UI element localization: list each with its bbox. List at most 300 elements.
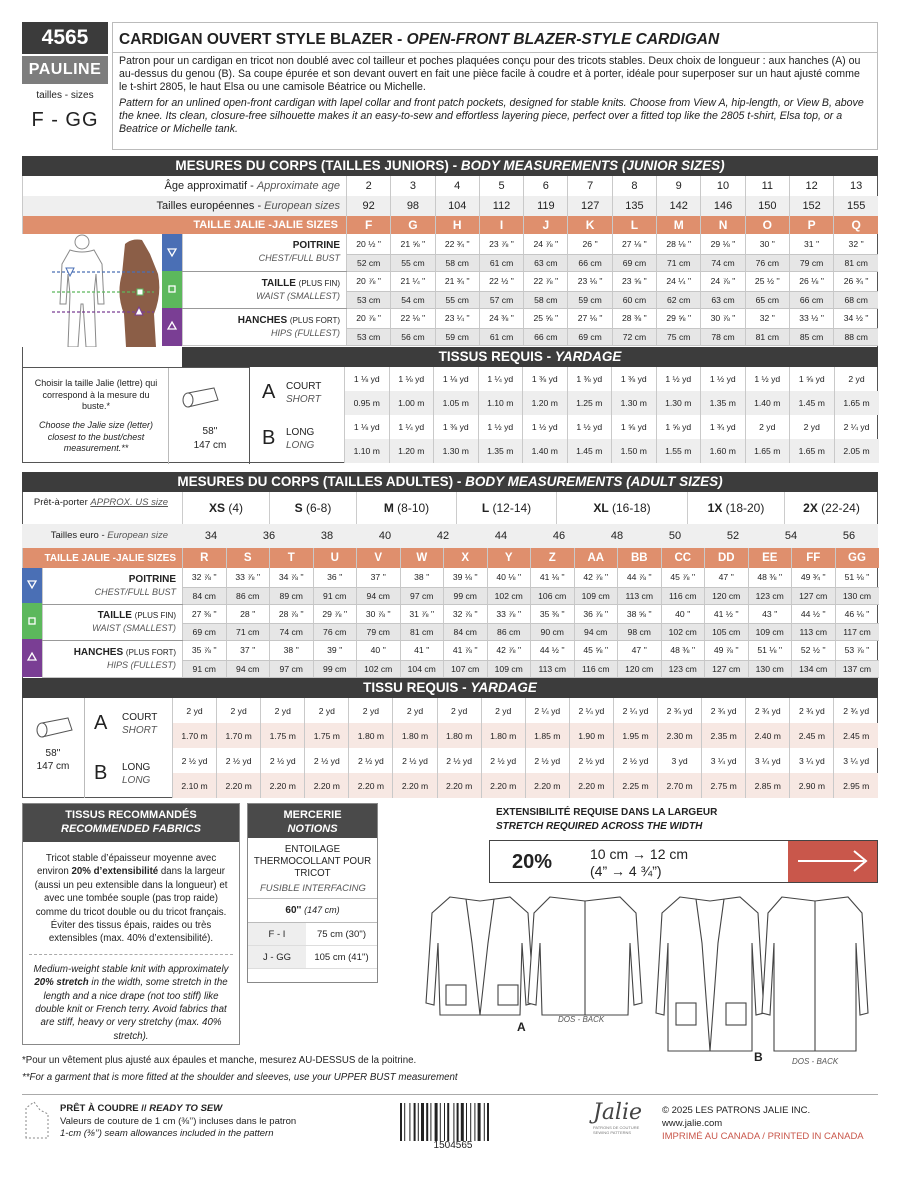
- junior-a_yd-cell: 1 ⅜ yd: [523, 367, 568, 391]
- adult-a_m-cell: 1.80 m: [437, 723, 481, 748]
- footnote-fr: *Pour un vêtement plus ajusté aux épaules et manche, mesurez AU-DESSUS de la poitrine.: [22, 1055, 417, 1066]
- adult-hips-marker-icon: [22, 639, 42, 677]
- adult-a_yd-cell: 2 yd: [217, 698, 261, 723]
- adult-waist_cm-cell: 94 cm: [574, 623, 618, 640]
- view-a-fr: COURT: [286, 381, 322, 392]
- stretch-en: STRETCH REQUIRED ACROSS THE WIDTH: [496, 821, 703, 832]
- adult-waist_cm-cell: 98 cm: [618, 623, 662, 640]
- age-en: Approximate age: [256, 180, 340, 192]
- junior-b_yd-cell: 1 ¼ yd: [389, 415, 434, 439]
- adult-yardage-left: [22, 698, 182, 798]
- adult-chest_in-cell: 40 ⅛ '': [487, 568, 531, 587]
- junior-euro-cell: 98: [391, 196, 435, 216]
- rtw-size: [269, 492, 356, 524]
- adult-chest_cm-cell: 127 cm: [792, 587, 836, 604]
- ready-fr: PRÊT À COUDRE //: [60, 1103, 147, 1114]
- copyright-block: [662, 1104, 864, 1143]
- adult-hips_in-cell: 53 ⅞ '': [835, 640, 879, 660]
- junior-hips_cm-cell: 69 cm: [568, 328, 612, 345]
- junior-chest_in-cell: 31 '': [789, 234, 833, 254]
- printed-in: IMPRIMÉ AU CANADA / PRINTED IN CANADA: [662, 1131, 864, 1142]
- junior-a_m-cell: 1.30 m: [612, 391, 657, 415]
- sizes-range: F - GG: [31, 109, 99, 131]
- junior-b_m-cell: 1.45 m: [567, 439, 612, 463]
- description-en: Pattern for an unlined open-front cardigan with lapel collar and front patch pockets, designed for stable knits. Choose from View A, hip-length, or View B, above the knee. Its clean, closure-free silhouette makes it an easy-to-sew and effortless layering piece, perfect over a fitted top like the 2805 t-shirt, Elsa top, or a Beatrice or Michelle tank.: [119, 96, 864, 136]
- junior-measurement-table: [182, 234, 878, 346]
- bar-fr: MESURES DU CORPS (TAILLES JUNIORS) -: [175, 158, 461, 173]
- adult-fabric-roll-icon: [34, 716, 74, 740]
- junior-sizes-cell: O: [745, 216, 789, 234]
- rtw-size: [556, 492, 687, 524]
- adult-b_yd-cell: 3 ¼ yd: [834, 748, 878, 773]
- view-a-letter: A: [262, 381, 276, 403]
- adult-b_yd-cell: 2 ½ yd: [261, 748, 305, 773]
- adult-yardage-header: [22, 678, 878, 698]
- hips-fr: HANCHES: [237, 314, 288, 326]
- adult-a_yd-cell: 2 yd: [481, 698, 525, 723]
- adult-chest_cm-cell: 86 cm: [226, 587, 270, 604]
- rtw-size-num: (22-24): [817, 501, 860, 515]
- adult-a_yd-cell: 2 ¼ yd: [525, 698, 569, 723]
- rtw-size: [456, 492, 556, 524]
- view-b-en: LONG: [286, 440, 315, 451]
- junior-hips_cm-cell: 85 cm: [789, 328, 833, 345]
- adult-b_yd-cell: 2 ½ yd: [305, 748, 349, 773]
- junior-hips_in-cell: 32 '': [745, 308, 789, 328]
- adult-chest_cm-cell: 116 cm: [661, 587, 705, 604]
- adult-hips-label: [43, 640, 183, 677]
- adult-euro-cell: 54: [784, 530, 798, 542]
- pattern-name: PAULINE: [22, 56, 108, 84]
- notions-row: [248, 946, 377, 969]
- fr-b: 20% d’extensibilité: [71, 866, 159, 878]
- junior-a_m-cell: 0.95 m: [345, 391, 390, 415]
- junior-chest_cm-cell: 69 cm: [612, 254, 656, 271]
- adult-waist_cm-cell: 113 cm: [792, 623, 836, 640]
- adult-measurements-header: [22, 472, 878, 492]
- rtw-size-letter: S: [294, 501, 303, 515]
- junior-chest_cm-cell: 79 cm: [789, 254, 833, 271]
- adult-euro-row: [182, 524, 878, 548]
- junior-b_m-cell: 1.40 m: [523, 439, 568, 463]
- adult-b_m-cell: 2.25 m: [613, 773, 657, 798]
- junior-a_yd-cell: 1 ⅜ yd: [612, 367, 657, 391]
- rtw-size-letter: L: [481, 501, 490, 515]
- junior-waist_cm-cell: 53 cm: [347, 291, 391, 308]
- adult-a_m-cell: 2.45 m: [834, 723, 878, 748]
- pattern-id-block: [22, 22, 108, 150]
- junior-waist_cm-cell: 57 cm: [479, 291, 523, 308]
- rtw-size-letter: XL: [593, 501, 609, 515]
- adult-chest_cm-cell: 106 cm: [531, 587, 575, 604]
- adult-hips_cm-cell: 102 cm: [357, 660, 401, 677]
- junior-chest_in-cell: 27 ⅛ '': [612, 234, 656, 254]
- adult-b_m-cell: 2.75 m: [702, 773, 746, 798]
- junior-hips_cm-cell: 88 cm: [834, 328, 878, 345]
- adult-a_m-cell: 1.80 m: [349, 723, 393, 748]
- adult-sizes-cell: AA: [574, 548, 618, 568]
- stretch-gauge: [489, 840, 878, 883]
- junior-chest_cm-cell: 66 cm: [568, 254, 612, 271]
- junior-a_yd-cell: 1 ⅜ yd: [567, 367, 612, 391]
- junior-waist_in-cell: 22 ½ '': [479, 271, 523, 291]
- adult-a_yd-cell: 2 yd: [305, 698, 349, 723]
- junior-body-figure: [22, 234, 182, 347]
- junior-sizes-cell: P: [789, 216, 833, 234]
- adult-b_yd-cell: 2 ½ yd: [217, 748, 261, 773]
- junior-chest_in-cell: 21 ⅝ '': [391, 234, 435, 254]
- junior-euro-cell: 92: [347, 196, 391, 216]
- junior-chest_cm-cell: 52 cm: [347, 254, 391, 271]
- adult-hips_cm-cell: 130 cm: [748, 660, 792, 677]
- adult-chest_in-cell: 34 ⅞ '': [270, 568, 314, 587]
- adult-waist_cm-cell: 84 cm: [444, 623, 488, 640]
- hips-en: HIPS (FULLEST): [270, 327, 340, 338]
- chest-fr: POITRINE: [128, 573, 176, 585]
- euro-fr: Tailles euro: [50, 530, 99, 541]
- junior-waist_in-cell: 23 ⅛ '': [568, 271, 612, 291]
- junior-chest_cm-cell: 71 cm: [657, 254, 701, 271]
- adult-waist_in-cell: 27 ⅜ '': [183, 604, 227, 623]
- rtw-size-letter: 1X: [707, 501, 723, 515]
- junior-a_m-cell: 1.00 m: [389, 391, 434, 415]
- junior-hips_in-cell: 27 ⅛ '': [568, 308, 612, 328]
- adult-chest_cm-cell: 91 cm: [313, 587, 357, 604]
- junior-a_m-cell: 1.40 m: [745, 391, 790, 415]
- view-b-back-label: DOS - BACK: [792, 1057, 839, 1066]
- adult-sizes-cell: EE: [748, 548, 792, 568]
- rtw-size-letter: 2X: [803, 501, 818, 515]
- junior-b_yd-cell: 1 ½ yd: [478, 415, 523, 439]
- adult-b_m-cell: 2.20 m: [217, 773, 261, 798]
- junior-sizes-cell: M: [657, 216, 701, 234]
- adult-b_m-cell: 2.95 m: [834, 773, 878, 798]
- notions-title-fr: MERCERIE: [283, 809, 342, 821]
- junior-euro-cell: 127: [568, 196, 612, 216]
- junior-b_yd-cell: 1 ½ yd: [523, 415, 568, 439]
- adult-a_yd-cell: 2 ¼ yd: [569, 698, 613, 723]
- fabrics-title-en: RECOMMENDED FABRICS: [61, 823, 201, 835]
- junior-jalie-row: [23, 216, 879, 234]
- junior-waist_cm-cell: 65 cm: [745, 291, 789, 308]
- title-en: OPEN-FRONT BLAZER-STYLE CARDIGAN: [406, 31, 720, 48]
- interfacing-fr: ENTOILAGE THERMOCOLLANT POUR TRICOT: [253, 844, 372, 879]
- junior-waist_cm-cell: 54 cm: [391, 291, 435, 308]
- adult-waist_in-cell: 32 ⅞ '': [444, 604, 488, 623]
- adult-sizes-cell: Z: [531, 548, 575, 568]
- junior-b_m-cell: 1.30 m: [434, 439, 479, 463]
- hips-fr: HANCHES: [73, 646, 124, 658]
- adult-waist_in-cell: 28 '': [226, 604, 270, 623]
- interfacing-width: [248, 899, 377, 923]
- adult-sizes-cell: T: [270, 548, 314, 568]
- rtw-size-num: (6-8): [302, 501, 332, 515]
- adult-hips_in-cell: 51 ⅛ '': [748, 640, 792, 660]
- adult-b_yd-cell: 2 ½ yd: [481, 748, 525, 773]
- adult-euro-cell: 36: [262, 530, 276, 542]
- stretch-arrow-icon: [788, 841, 877, 882]
- notions-size: J - GG: [248, 946, 306, 968]
- adult-waist_cm-cell: 102 cm: [661, 623, 705, 640]
- seam-en: 1-cm (⅜’’) seam allowances included in the pattern: [60, 1128, 274, 1139]
- rtw-size-num: (18-20): [722, 501, 765, 515]
- adult-sizes-cell: U: [313, 548, 357, 568]
- adult-hips_cm-cell: 94 cm: [226, 660, 270, 677]
- junior-b_yd-cell: 1 ⅝ yd: [656, 415, 701, 439]
- sizes-label: tailles - sizes: [36, 90, 94, 101]
- adult-hips_cm-cell: 134 cm: [792, 660, 836, 677]
- junior-a_m-cell: 1.45 m: [790, 391, 835, 415]
- euro-en: European sizes: [264, 200, 340, 212]
- adult-measurement-table: [42, 568, 879, 678]
- adult-view-a-en: SHORT: [122, 725, 157, 736]
- junior-b_m-cell: 1.35 m: [478, 439, 523, 463]
- w-in: 60'': [285, 905, 302, 916]
- adult-sizes-cell: S: [226, 548, 270, 568]
- adult-a_yd-cell: 2 ¾ yd: [790, 698, 834, 723]
- adult-hips_cm-cell: 109 cm: [487, 660, 531, 677]
- junior-a_yd-cell: 1 ⅝ yd: [790, 367, 835, 391]
- adult-waist_in-cell: 33 ⅞ '': [487, 604, 531, 623]
- notions-length: 105 cm (41''): [314, 952, 369, 963]
- adult-waist_cm-cell: 81 cm: [400, 623, 444, 640]
- stretch-fr: EXTENSIBILITÉ REQUISE DANS LA LARGEUR: [496, 807, 718, 818]
- junior-yardage-table: [344, 367, 879, 463]
- adult-b_m-cell: 2.20 m: [569, 773, 613, 798]
- adult-waist_in-cell: 38 ⅝ '': [618, 604, 662, 623]
- junior-a_yd-cell: 1 ½ yd: [745, 367, 790, 391]
- adult-chest_in-cell: 48 ⅜ '': [748, 568, 792, 587]
- junior-euro-cell: 152: [789, 196, 833, 216]
- pattern-description-block: [112, 22, 878, 150]
- yard-fr: TISSUS REQUIS -: [438, 349, 555, 364]
- adult-euro-cell: 52: [726, 530, 740, 542]
- chest-en: CHEST/FULL BUST: [94, 586, 176, 597]
- waist-label: [183, 271, 347, 308]
- adult-waist_in-cell: 35 ⅜ '': [531, 604, 575, 623]
- junior-euro-cell: 104: [435, 196, 479, 216]
- adult-chest_cm-cell: 97 cm: [400, 587, 444, 604]
- footer-divider: [22, 1094, 878, 1095]
- adult-chest_cm-cell: 123 cm: [748, 587, 792, 604]
- junior-chest_cm-cell: 74 cm: [701, 254, 745, 271]
- adult-waist_in-cell: 46 ⅛ '': [835, 604, 879, 623]
- adult-sizes-cell: W: [400, 548, 444, 568]
- junior-waist_cm-cell: 60 cm: [612, 291, 656, 308]
- junior-waist_cm-cell: 55 cm: [435, 291, 479, 308]
- adult-sizes-cell: X: [444, 548, 488, 568]
- junior-b_m-cell: 1.55 m: [656, 439, 701, 463]
- view-b-front-icon: [656, 897, 764, 1051]
- hips-fr2: (PLUS FORT): [125, 647, 176, 657]
- adult-a_yd-cell: 2 yd: [261, 698, 305, 723]
- view-b-fr: LONG: [286, 427, 315, 438]
- view-a-en: SHORT: [286, 394, 321, 405]
- chest-marker-icon: [162, 234, 182, 271]
- adult-waist_cm-cell: 76 cm: [313, 623, 357, 640]
- adult-chest_in-cell: 39 ⅛ '': [444, 568, 488, 587]
- adult-chest_cm-cell: 94 cm: [357, 587, 401, 604]
- fabrics-text-fr: [23, 842, 239, 946]
- adult-a_m-cell: 1.75 m: [261, 723, 305, 748]
- junior-b_yd-cell: 1 ⅜ yd: [434, 415, 479, 439]
- copyright: © 2025 LES PATRONS JALIE INC.: [662, 1105, 811, 1116]
- adult-chest_in-cell: 44 ⅞ '': [618, 568, 662, 587]
- adult-chest_cm-cell: 99 cm: [444, 587, 488, 604]
- junior-sizes-cell: H: [435, 216, 479, 234]
- adult-b_m-cell: 2.10 m: [173, 773, 217, 798]
- junior-b_yd-cell: 2 yd: [790, 415, 835, 439]
- junior-hips_cm-cell: 59 cm: [435, 328, 479, 345]
- junior-chest_cm-cell: 55 cm: [391, 254, 435, 271]
- junior-a_yd-cell: 1 ½ yd: [701, 367, 746, 391]
- junior-waist_in-cell: 26 ¾ '': [834, 271, 878, 291]
- junior-chest_in-cell: 20 ½ '': [347, 234, 391, 254]
- adult-a_yd-cell: 2 ¾ yd: [746, 698, 790, 723]
- junior-a_yd-cell: 2 yd: [834, 367, 879, 391]
- adult-hips_cm-cell: 127 cm: [705, 660, 749, 677]
- adult-b_m-cell: 2.20 m: [305, 773, 349, 798]
- adult-waist_cm-cell: 69 cm: [183, 623, 227, 640]
- adult-hips_in-cell: 47 '': [618, 640, 662, 660]
- junior-waist_cm-cell: 66 cm: [789, 291, 833, 308]
- adult-hips_cm-cell: 113 cm: [531, 660, 575, 677]
- adult-view-b-en: LONG: [122, 775, 151, 786]
- junior-waist_in-cell: 20 ⅞ '': [347, 271, 391, 291]
- junior-chest_cm-cell: 63 cm: [524, 254, 568, 271]
- adult-waist_cm-cell: 90 cm: [531, 623, 575, 640]
- junior-ages-cell: 3: [391, 176, 435, 196]
- junior-euro-cell: 155: [834, 196, 878, 216]
- choose-size-en: Choose the Jalie size (letter) closest to the bust/chest measurement.**: [38, 420, 154, 453]
- fabrics-header: [23, 804, 239, 842]
- yard-en: YARDAGE: [554, 349, 622, 364]
- yard-fr: TISSU REQUIS -: [363, 680, 471, 695]
- adult-hips_cm-cell: 107 cm: [444, 660, 488, 677]
- adult-b_m-cell: 2.20 m: [525, 773, 569, 798]
- junior-b_yd-cell: 1 ⅝ yd: [612, 415, 657, 439]
- fr-1: Tricot stable d’épaisseur moyenne avec environ: [37, 853, 217, 878]
- notions-header: [248, 804, 377, 838]
- junior-a_m-cell: 1.25 m: [567, 391, 612, 415]
- junior-waist_cm-cell: 62 cm: [657, 291, 701, 308]
- junior-b_m-cell: 1.65 m: [745, 439, 790, 463]
- website-link[interactable]: www.jalie.com: [662, 1118, 723, 1129]
- junior-waist_in-cell: 25 ½ '': [745, 271, 789, 291]
- adult-waist_in-cell: 44 ½ '': [792, 604, 836, 623]
- rtw-label: [22, 492, 182, 524]
- junior-a_yd-cell: 1 ¼ yd: [478, 367, 523, 391]
- junior-measurements-header: [22, 156, 878, 176]
- junior-euro-cell: 119: [524, 196, 568, 216]
- adult-sizes-cell: R: [183, 548, 227, 568]
- notions-rows: [248, 923, 377, 969]
- junior-waist_cm-cell: 68 cm: [834, 291, 878, 308]
- adult-chest_in-cell: 42 ⅞ '': [574, 568, 618, 587]
- waist-fr2: (PLUS FIN): [298, 278, 340, 288]
- adult-waist_in-cell: 30 ⅞ '': [357, 604, 401, 623]
- adult-a_m-cell: 2.35 m: [702, 723, 746, 748]
- adult-euro-cell: 50: [668, 530, 682, 542]
- adult-chest_in-cell: 38 '': [400, 568, 444, 587]
- adult-b_yd-cell: 3 ¼ yd: [790, 748, 834, 773]
- junior-chest_in-cell: 26 '': [568, 234, 612, 254]
- adult-view-a-letter: A: [94, 712, 108, 734]
- age-fr: Âge approximatif: [164, 180, 248, 192]
- en-2: in the width, some stretch in the length and a nice drape (not too stiff) like double knit or French terry. Avoid fabrics that are stiff, heavy or very stretchy (max. 40% stretch).: [35, 977, 228, 1042]
- junior-hips_in-cell: 34 ½ '': [834, 308, 878, 328]
- adult-a_m-cell: 1.80 m: [393, 723, 437, 748]
- junior-sizes-cell: K: [568, 216, 612, 234]
- bar-en: BODY MEASUREMENTS: [460, 158, 619, 173]
- junior-hips_in-cell: 30 ⅞ '': [701, 308, 745, 328]
- adult-euro-label: Tailles euro - European size: [22, 524, 182, 548]
- fabric-width-cm: 147 cm: [193, 440, 227, 451]
- junior-hips_in-cell: 25 ⅝ '': [524, 308, 568, 328]
- adult-sizes-cell: CC: [661, 548, 705, 568]
- adult-b_yd-cell: 2 ½ yd: [569, 748, 613, 773]
- adult-sizes-cell: V: [357, 548, 401, 568]
- adult-hips_cm-cell: 120 cm: [618, 660, 662, 677]
- adult-chest_cm-cell: 102 cm: [487, 587, 531, 604]
- junior-a_m-cell: 1.30 m: [656, 391, 701, 415]
- junior-sizes-cell: J: [524, 216, 568, 234]
- junior-b_m-cell: 2.05 m: [834, 439, 879, 463]
- yard-en: YARDAGE: [470, 680, 537, 695]
- adult-a_m-cell: 1.70 m: [173, 723, 217, 748]
- rtw-size-num: (8-10): [393, 501, 430, 515]
- junior-b_m-cell: 1.60 m: [701, 439, 746, 463]
- adult-chest_cm-cell: 113 cm: [618, 587, 662, 604]
- fabrics-title-fr: TISSUS RECOMMANDÉS: [65, 809, 197, 821]
- adult-waist_cm-cell: 105 cm: [705, 623, 749, 640]
- junior-waist_in-cell: 21 ¼ '': [391, 271, 435, 291]
- junior-hips_in-cell: 33 ½ '': [789, 308, 833, 328]
- junior-hips_cm-cell: 72 cm: [612, 328, 656, 345]
- junior-b_m-cell: 1.50 m: [612, 439, 657, 463]
- pattern-piece-icon: [22, 1100, 52, 1140]
- junior-hips_in-cell: 20 ⅞ '': [347, 308, 391, 328]
- junior-waist_cm-cell: 58 cm: [524, 291, 568, 308]
- adult-b_m-cell: 2.20 m: [393, 773, 437, 798]
- junior-b_m-cell: 1.10 m: [345, 439, 390, 463]
- junior-sizes-cell: Q: [834, 216, 878, 234]
- junior-hips_cm-cell: 53 cm: [347, 328, 391, 345]
- junior-hips_cm-cell: 81 cm: [745, 328, 789, 345]
- junior-waist_in-cell: 24 ⅞ '': [701, 271, 745, 291]
- adult-sizes-cell: BB: [618, 548, 662, 568]
- junior-chest_in-cell: 29 ⅛ '': [701, 234, 745, 254]
- junior-yardage-left: [22, 367, 250, 463]
- adult-b_m-cell: 2.20 m: [261, 773, 305, 798]
- junior-waist_cm-cell: 59 cm: [568, 291, 612, 308]
- adult-euro-cell: 34: [204, 530, 218, 542]
- junior-waist_cm-cell: 63 cm: [701, 291, 745, 308]
- adult-hips_in-cell: 41 '': [400, 640, 444, 660]
- rtw-size-row: [182, 492, 878, 524]
- adult-euro-cell: 56: [842, 530, 856, 542]
- adult-waist_cm-cell: 74 cm: [270, 623, 314, 640]
- junior-hips_in-cell: 29 ⅝ '': [657, 308, 701, 328]
- adult-chest_in-cell: 47 '': [705, 568, 749, 587]
- junior-b_m-cell: 1.65 m: [790, 439, 835, 463]
- adult-waist_in-cell: 41 ½ '': [705, 604, 749, 623]
- body-silhouette-icon: [22, 234, 182, 347]
- adult-hips_in-cell: 49 ⅞ '': [705, 640, 749, 660]
- jalie-logo: [593, 1100, 653, 1144]
- junior-sizes-cell: L: [612, 216, 656, 234]
- adult-b_m-cell: 2.20 m: [349, 773, 393, 798]
